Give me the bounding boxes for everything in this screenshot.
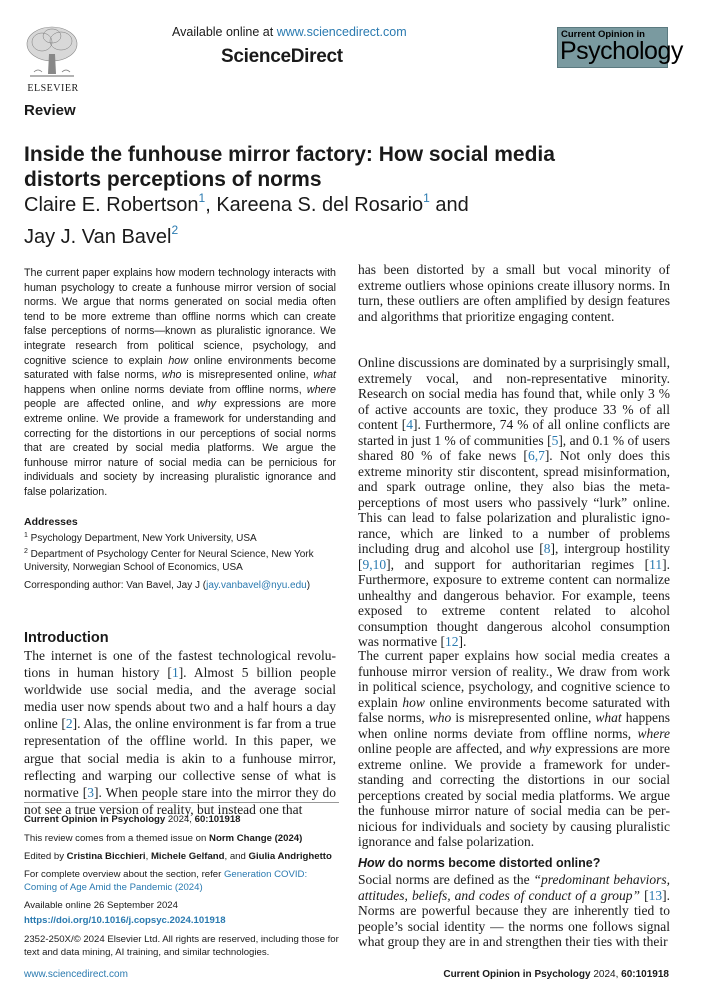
abstract-emphasis: how <box>168 354 188 367</box>
body-text: Social norms are defined as the <box>358 872 534 887</box>
address-marker: 1 <box>24 532 28 539</box>
editor-name: Michele Gelfand <box>150 851 225 862</box>
info-text: Edited by <box>24 851 67 862</box>
address-item <box>24 529 339 545</box>
body-text: ]. Furthermore, 74 % of all online conflicts are started in just 1 % of communities [ <box>358 417 671 448</box>
body-text: ]. Furthermore, exposure to extreme content can normalize unhealthy and dangerous behavior. For example, teens exposed to extreme content related to alcohol consumption thought dangerous alcohol consumption was normative [ <box>358 556 670 649</box>
body-emphasis: where <box>637 725 670 741</box>
body-paragraph <box>358 648 670 850</box>
article-info-box <box>24 802 339 958</box>
info-text: For complete overview about the section, refer <box>24 869 224 880</box>
body-paragraph: has been distorted by a small but vocal minority of extreme outliers whose opinions create illusory norms. In turn, these outliers are often amplified by design features and algorithms that prioritize engaging content. <box>358 262 670 324</box>
citation-link[interactable]: 4 <box>406 417 413 432</box>
citation-link[interactable]: 3 <box>87 784 94 800</box>
author-conjunction: and <box>429 194 469 216</box>
body-text: The internet is one of the fastest technological revolutions in human history [ <box>24 648 336 681</box>
doi-link[interactable]: https://doi.org/10.1016/j.copsyc.2024.101918 <box>24 915 226 926</box>
body-text: ]. Almost 5 billion people worldwide use social media, and the average social media user now spends about two and a half hours a day online [ <box>24 665 336 732</box>
abstract-text: is misrepresented online, <box>181 369 314 382</box>
address-item <box>24 545 339 574</box>
citation-link[interactable]: 1 <box>171 665 179 681</box>
body-text: happens when online norms deviate from offline norms, <box>358 710 670 741</box>
body-text: is misrepresented online, <box>451 710 596 725</box>
citation-link[interactable]: 2 <box>65 716 73 732</box>
body-emphasis: how <box>402 694 425 710</box>
abstract-emphasis: who <box>161 369 182 382</box>
footer-year: 2024, <box>590 969 622 980</box>
citation-link[interactable]: 5 <box>551 432 559 448</box>
affiliation-ref[interactable]: 2 <box>171 223 179 237</box>
abstract-text: expressions are more extreme online. We provide a framework for understanding and correcting for the distortions in our perceptions of social norms that are created by social media platforms. We argue the funhouse mirror nature of social media can be pernicious for individuals and society by increasing pluralistic ignorance and false polarization. <box>24 398 337 498</box>
address-text: Department of Psychology Center for Neural Science, New York University, Norwegian School of Economics, USA <box>24 549 314 573</box>
info-available-date: Available online 26 September 2024 <box>24 900 178 911</box>
body-paragraph <box>358 872 670 950</box>
author-name[interactable]: Claire E. Robertson <box>24 194 199 216</box>
footer-volume: 60:101918 <box>621 969 669 980</box>
journal-logo-word: Psychology <box>560 37 683 65</box>
addresses-heading: Addresses <box>24 516 78 528</box>
corresponding-author <box>24 579 339 592</box>
body-text: expressions are more extreme online. We provide a framework for understanding and correcting the distortions in our social perceptions created by social media platforms. We argue the funhouse mirror nature of social media can be pernicious for individuals and society by causing pluralistic ignorance and false polarization. <box>358 741 670 849</box>
abstract-text: happens when online norms deviate from offline norms, <box>24 383 307 396</box>
citation-link[interactable]: 11 <box>649 556 663 572</box>
info-text: , <box>145 851 151 862</box>
citation-link[interactable]: 13 <box>648 887 663 903</box>
body-emphasis: who <box>428 710 452 725</box>
footer-citation <box>443 969 669 980</box>
body-text: [ <box>640 887 649 903</box>
body-text: Online discussions are dominated by a surprisingly small, extremely vocal, and non-representative minority. Research on social media has found that, while only 3 % of active accounts are toxic, they produce 33 % of all content [ <box>358 355 670 432</box>
author-list: Claire E. Robertson$^1$, Kareena S. del Rosario$^1$ and Jay J. Van Bavel$^2$ <box>24 191 469 248</box>
footer-journal: Current Opinion in Psychology <box>443 969 591 980</box>
info-themed-issue <box>24 833 339 846</box>
info-editors <box>24 851 339 864</box>
journal-logo <box>557 27 683 68</box>
corresp-text: Corresponding author: Van Bavel, Jay J ( <box>24 580 207 591</box>
abstract-text: online environments become saturated with false norms, <box>24 354 336 382</box>
footer-url-link[interactable]: www.sciencedirect.com <box>24 969 128 980</box>
abstract-emphasis: what <box>313 369 336 382</box>
author-name[interactable]: Kareena S. del Rosario <box>216 194 424 216</box>
info-volume: 60:101918 <box>194 814 241 825</box>
body-text: ], intergroup hostility [ <box>358 541 670 572</box>
info-rights: 2352-250X/© 2024 Elsevier Ltd. All rights are reserved, including those for text and data mining, AI training, and similar technologies. <box>24 934 339 958</box>
info-journal: Current Opinion in Psychology <box>24 814 166 825</box>
info-text: , and <box>224 851 249 862</box>
introduction-heading: Introduction <box>24 630 109 646</box>
body-text: ]. Norms are powerful because they are inherently tied to people’s social identity — the norms one follows signal what group they are in and strengthen their ties with their <box>358 887 670 949</box>
abstract-text: The current paper explains how modern technology interacts with human psychology to create a funhouse mirror version of social norms. We argue that norms generated on social media often tend to be more extreme than offline norms which can create false perceptions of norms—known as pluralistic ignorance. We integrate research from political science, psychology, and cognitive science to explain <box>24 267 336 367</box>
citation-link[interactable]: 8 <box>543 541 551 556</box>
introduction-paragraph <box>24 647 336 818</box>
publisher-name: ELSEVIER <box>27 83 79 94</box>
info-overview <box>24 869 339 894</box>
heading-emphasis: How <box>358 856 385 870</box>
editor-name: Cristina Bicchieri <box>66 851 146 862</box>
corresp-text: ) <box>306 580 311 591</box>
affiliation-ref[interactable]: 1 <box>198 191 206 205</box>
heading-text: do norms become distorted online? <box>384 856 601 870</box>
editor-name: Giulia Andrighetto <box>248 851 332 862</box>
affiliation-ref[interactable]: 1 <box>423 191 430 205</box>
body-quote: “predominant behaviors, attitudes, beliefs, and codes of conduct of a group” <box>358 872 670 903</box>
abstract <box>24 266 336 500</box>
availability-line <box>172 25 407 39</box>
themed-issue-name: Norm Change (2024) <box>209 833 303 844</box>
body-emphasis: why <box>529 741 552 756</box>
info-citation <box>24 814 339 827</box>
info-text: This review comes from a themed issue on <box>24 833 210 844</box>
abstract-text: people are affected online, and <box>24 398 198 411</box>
body-text: online people are affected, and <box>358 741 530 756</box>
availability-text: Available online at <box>172 25 277 39</box>
elsevier-tree-logo <box>22 24 82 80</box>
body-text: ]. When people stare into the mirror they do not see a true version of reality, but instead one that <box>24 784 336 817</box>
abstract-emphasis: where <box>306 383 336 396</box>
section-overview-link[interactable]: Generation COVID: Coming of Age Amid the Pandemic (2024) <box>24 869 308 893</box>
body-text: ], and support for authoritarian regimes [ <box>386 556 650 572</box>
sciencedirect-brand: ScienceDirect <box>221 46 343 67</box>
body-paragraph <box>358 355 670 650</box>
abstract-emphasis: why <box>197 398 217 411</box>
citation-link[interactable]: 12 <box>444 634 459 649</box>
article-type: Review <box>24 102 76 119</box>
body-text: ], and 0.1 % of users shared 80 % of fake news [ <box>358 432 670 463</box>
body-text: ]. <box>458 634 467 649</box>
corresp-email-link[interactable]: jay.vanbavel@nyu.edu <box>206 580 307 591</box>
citation-link[interactable]: 6,7 <box>527 448 545 463</box>
addresses-list <box>24 529 339 574</box>
author-name[interactable]: Jay J. Van Bavel <box>24 226 172 248</box>
body-emphasis: what <box>595 710 622 725</box>
citation-link[interactable]: 9,10 <box>362 556 387 572</box>
address-text: Psychology Department, New York University, USA <box>27 533 257 544</box>
sciencedirect-url-link[interactable]: www.sciencedirect.com <box>276 25 407 39</box>
journal-logo-top: Current Opinion in <box>561 29 645 40</box>
body-text: The current paper explains how social media creates a funhouse mirror version of reality., We draw from work in political science, psychology, and cognitive science to explain <box>358 648 670 710</box>
article-title: Inside the funhouse mirror factory: How social media distorts perceptions of norms <box>24 143 555 191</box>
body-text: online environments become saturated with false norms, <box>358 694 670 725</box>
info-year: 2024, <box>165 814 195 825</box>
body-text: ]. Alas, the online environment is far from a true representation of the offline world. In this paper, we argue that social media is akin to a funhouse mirror, reflecting and warping our collective sense of what is normative [ <box>24 716 336 800</box>
body-text: ]. Not only does this extreme minority stir discontent, spread misinformation, and spark outrage online, they also bias the meta-perceptions of most users who passively “lurk” online. This can lead to false polarization and pluralistic ignorance, which are linked to a number of problems including drug and alcohol use [ <box>358 448 671 556</box>
address-marker: 2 <box>24 548 28 555</box>
section-heading <box>358 856 600 870</box>
